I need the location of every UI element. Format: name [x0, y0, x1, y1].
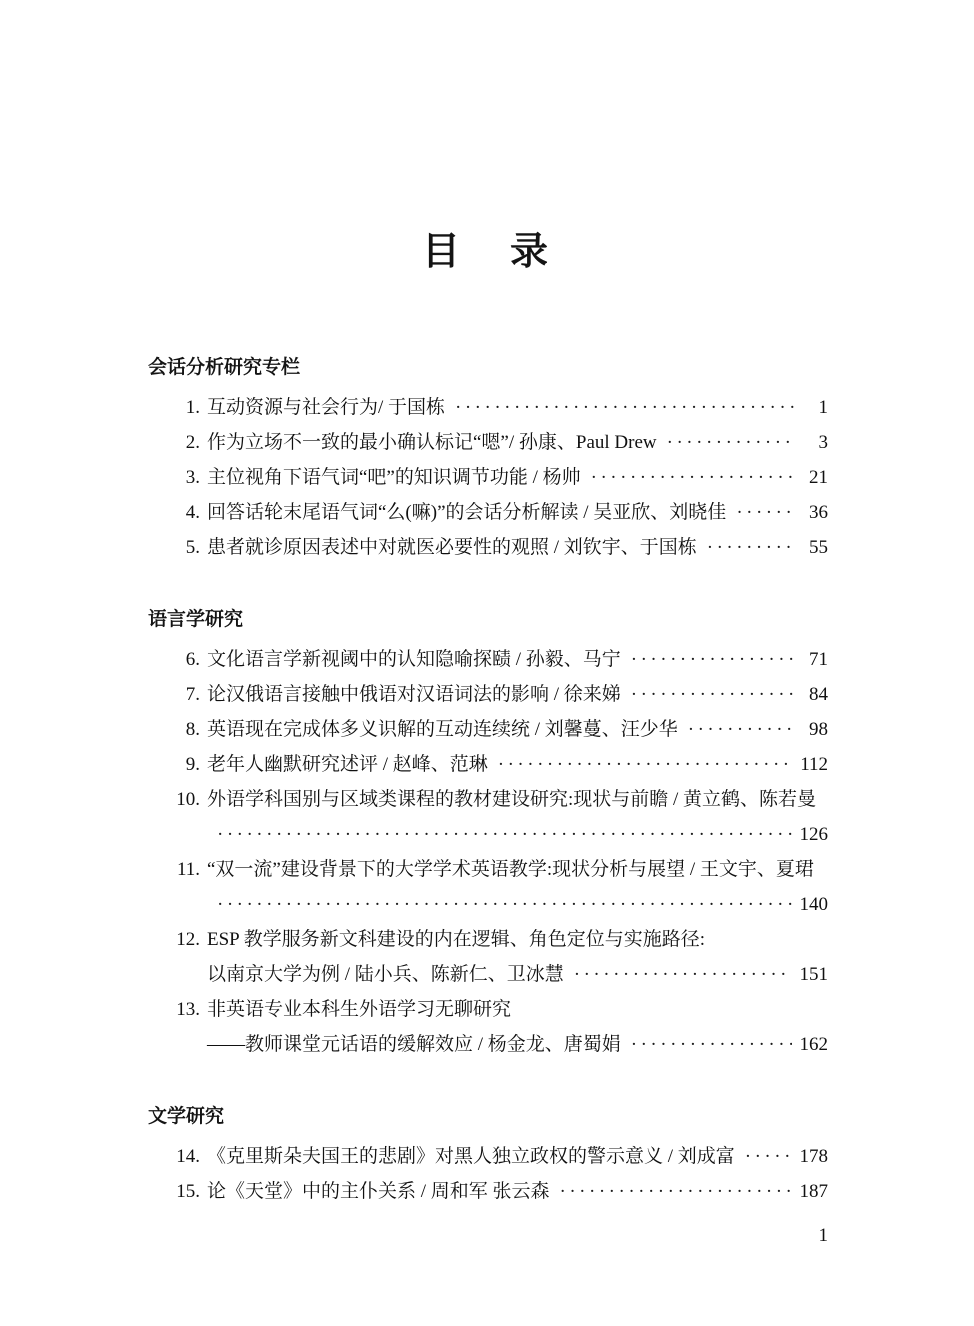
entry-number: 2.	[185, 432, 200, 453]
entry-page-number: 140	[799, 894, 828, 915]
dot-leader	[574, 963, 792, 987]
entry-number: 1.	[185, 397, 200, 418]
dot-leader	[631, 1033, 792, 1057]
entry-number: 9.	[185, 754, 200, 775]
entry-title: 论《天堂》中的主仆关系 / 周和军 张云森	[207, 1181, 550, 1202]
dot-leader	[707, 536, 794, 560]
toc-entry-line	[148, 431, 828, 455]
entry-title: 患者就诊原因表述中对就医必要性的观照 / 刘钦宇、于国栋	[207, 537, 697, 558]
dot-leader	[560, 1180, 792, 1204]
dot-leader	[745, 1145, 792, 1169]
entry-number: 15.	[176, 1181, 200, 1202]
toc-entry-line	[148, 683, 828, 707]
entry-page-number: 71	[809, 649, 828, 670]
table-of-contents	[148, 356, 828, 1204]
entry-page-number: 3	[818, 432, 828, 453]
toc-entry-line	[148, 893, 828, 917]
toc-section	[148, 1105, 828, 1204]
entry-title: 英语现在完成体多义识解的互动连续统 / 刘馨蔓、汪少华	[207, 719, 678, 740]
toc-entry-line	[148, 1033, 828, 1057]
footer-page-number: 1	[818, 1225, 828, 1246]
entry-title: 回答话轮末尾语气词“么(嘛)”的会话分析解读 / 吴亚欣、刘晓佳	[207, 502, 727, 523]
toc-entry-line	[148, 823, 828, 847]
entry-title: 《克里斯朵夫国王的悲剧》对黑人独立政权的警示意义 / 刘成富	[207, 1146, 735, 1167]
entry-title: 作为立场不一致的最小确认标记“嗯”/ 孙康、Paul Drew	[207, 432, 657, 453]
entry-number: 8.	[185, 719, 200, 740]
entry-title: 论汉俄语言接触中俄语对汉语词法的影响 / 徐来娣	[207, 684, 621, 705]
entry-page-number: 112	[800, 754, 828, 775]
toc-entry-line	[148, 501, 828, 525]
entry-number: 10.	[176, 789, 200, 810]
entry-title: 互动资源与社会行为/ 于国栋	[207, 397, 446, 418]
dot-leader	[631, 648, 794, 672]
toc-entry-line	[148, 928, 828, 952]
entry-title: 非英语专业本科生外语学习无聊研究	[207, 999, 512, 1020]
entry-title: 主位视角下语气词“吧”的知识调节功能 / 杨帅	[207, 467, 581, 488]
toc-entry-line	[148, 1145, 828, 1169]
entry-page-number: 98	[809, 719, 828, 740]
toc-entry-line	[148, 1180, 828, 1204]
toc-entry-line	[148, 718, 828, 742]
entry-title: 外语学科国别与区域类课程的教材建设研究:现状与前瞻 / 黄立鹤、陈若曼	[207, 789, 817, 810]
toc-entry-line	[148, 963, 828, 987]
entry-page-number: 187	[799, 1181, 828, 1202]
entry-title: “双一流”建设背景下的大学学术英语教学:现状分析与展望 / 王文宇、夏珺	[207, 859, 814, 880]
page-content	[148, 0, 828, 1215]
entry-page-number: 151	[799, 964, 828, 985]
dot-leader	[498, 753, 792, 777]
toc-section	[148, 356, 828, 560]
entry-number: 12.	[176, 929, 200, 950]
entry-page-number: 178	[799, 1146, 828, 1167]
entry-title: 老年人幽默研究述评 / 赵峰、范琳	[207, 754, 488, 775]
entry-page-number: 84	[809, 684, 828, 705]
toc-entry-line	[148, 858, 828, 882]
entry-number: 11.	[176, 859, 200, 880]
entry-title: ——教师课堂元话语的缓解效应 / 杨金龙、唐蜀娟	[207, 1034, 621, 1055]
toc-section	[148, 608, 828, 1057]
section-heading: 文学研究	[148, 1106, 225, 1127]
entry-number: 14.	[176, 1146, 200, 1167]
toc-entry-line	[148, 536, 828, 560]
entry-page-number: 126	[799, 824, 828, 845]
dot-leader	[688, 718, 794, 742]
dot-leader	[217, 823, 792, 847]
page-title: 目 录	[421, 231, 554, 273]
section-heading: 会话分析研究专栏	[148, 357, 301, 378]
toc-entry-line	[148, 998, 828, 1022]
toc-entry-line	[148, 788, 828, 812]
dot-leader	[631, 683, 794, 707]
entry-number: 6.	[185, 649, 200, 670]
entry-page-number: 21	[809, 467, 828, 488]
entry-title: 文化语言学新视阈中的认知隐喻探赜 / 孙毅、马宁	[207, 649, 621, 670]
entry-title: 以南京大学为例 / 陆小兵、陈新仁、卫冰慧	[207, 964, 564, 985]
entry-page-number: 1	[818, 397, 828, 418]
entry-title: ESP 教学服务新文科建设的内在逻辑、角色定位与实施路径:	[207, 929, 706, 950]
toc-entry-line	[148, 648, 828, 672]
toc-entry-line	[148, 753, 828, 777]
entry-number: 5.	[185, 537, 200, 558]
entry-number: 4.	[185, 502, 200, 523]
entry-number: 7.	[185, 684, 200, 705]
dot-leader	[667, 431, 794, 455]
dot-leader	[455, 396, 794, 420]
dot-leader	[736, 501, 794, 525]
entry-page-number: 55	[809, 537, 828, 558]
entry-number: 3.	[185, 467, 200, 488]
entry-number: 13.	[176, 999, 200, 1020]
entry-page-number: 36	[809, 502, 828, 523]
section-heading: 语言学研究	[148, 609, 244, 630]
entry-page-number: 162	[799, 1034, 828, 1055]
toc-entry-line	[148, 466, 828, 490]
toc-entry-line	[148, 396, 828, 420]
dot-leader	[591, 466, 794, 490]
dot-leader	[217, 893, 792, 917]
